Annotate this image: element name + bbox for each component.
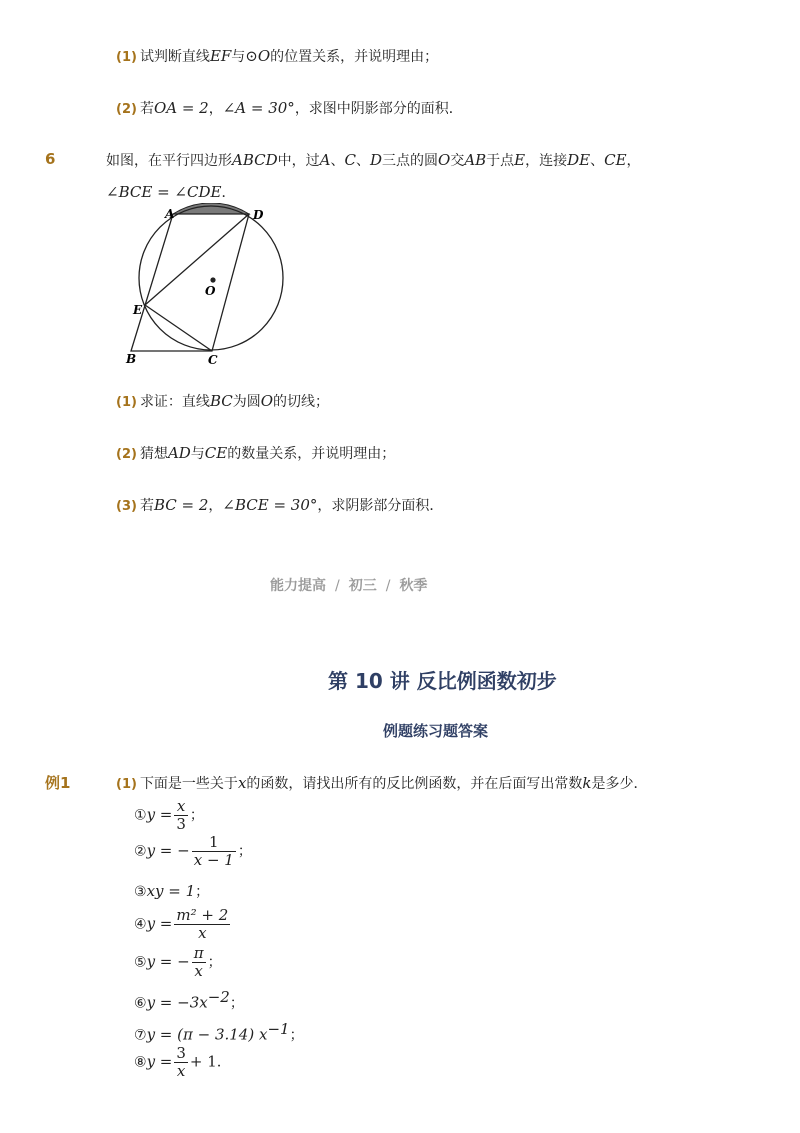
q6-line-2: ∠BCE = ∠CDE． — [106, 183, 236, 201]
function-item-1: ①y = $\frac{x}{3}$ ； — [134, 797, 204, 833]
label-e: E — [133, 303, 143, 317]
function-item-4: ④y = $\frac{\text{m² + 2}}{x}$ — [134, 906, 229, 942]
shaded-segment — [173, 203, 249, 214]
part-number: (3) — [116, 499, 137, 514]
ex1-part-1: (1) 下面是一些关于x的函数，请找出所有的反比例函数，并在后面写出常数k是多少． — [116, 774, 648, 792]
part-number: (2) — [116, 447, 137, 462]
q6-part-1: (1) 求证：直线BC为圆O的切线； — [116, 392, 330, 410]
function-item-7: ⑦y = (π − 3.14) $x^{-1}$； — [134, 1020, 304, 1044]
label-a: A — [165, 207, 175, 221]
label-d: D — [253, 208, 264, 222]
center-dot — [210, 277, 215, 282]
segment-ce — [145, 305, 212, 351]
segment-de — [145, 214, 249, 305]
function-item-6: ⑥y = $-3x^{-2}$； — [134, 988, 244, 1012]
label-c: C — [208, 353, 218, 367]
q6-line-1: 如图，在平行四边形ABCD中，过A、C、D三点的圆O交AB于点E，连接DE、CE， — [106, 151, 641, 169]
function-item-5: ⑤y = − $\frac{\pi}{x}$ ； — [134, 944, 222, 980]
q6-part-3: (3) 若BC = 2，∠BCE = 30°，求阴影部分面积． — [116, 496, 444, 514]
fraction: $\frac{x}{3}$ — [176, 797, 186, 833]
part-number: (1) — [116, 50, 137, 65]
prev-part-2: (2) 若OA = 2，∠A = 30°，求图中阴影部分的面积． — [116, 99, 463, 117]
prev-part-1: (1) 试判断直线EF与⊙O的位置关系，并说明理由； — [116, 47, 439, 65]
fraction: $\frac{\text{m² + 2}}{x}$ — [176, 906, 229, 942]
circle-o — [139, 206, 283, 350]
fraction: $\frac{3}{x}$ — [176, 1044, 186, 1080]
example-label: 例1 — [45, 774, 71, 792]
function-item-8: ⑧y = $\frac{3}{x}$ + 1． — [134, 1044, 231, 1080]
fraction: $\frac{1}{x - 1}$ — [193, 833, 234, 869]
geometry-figure — [120, 203, 300, 373]
label-o: O — [205, 284, 216, 298]
part-number: (1) — [116, 777, 137, 792]
parallelogram-abcd — [131, 214, 249, 351]
question-number: 6 — [45, 150, 56, 168]
function-item-3: ③xy = 1； — [134, 882, 210, 900]
fraction: $\frac{\pi}{x}$ — [193, 944, 204, 980]
lecture-subtitle: 例题练习题答案 — [383, 722, 489, 740]
page-footer: 能力提高 / 初三 / 秋季 — [270, 578, 428, 594]
lecture-title: 第 10 讲 反比例函数初步 — [328, 669, 557, 693]
label-b: B — [126, 352, 137, 366]
part-number: (1) — [116, 395, 137, 410]
function-item-2: ②y = − $\frac{1}{x - 1}$ ； — [134, 833, 252, 869]
q6-part-2: (2) 猜想AD与CE的数量关系，并说明理由； — [116, 444, 396, 462]
part-number: (2) — [116, 102, 137, 117]
